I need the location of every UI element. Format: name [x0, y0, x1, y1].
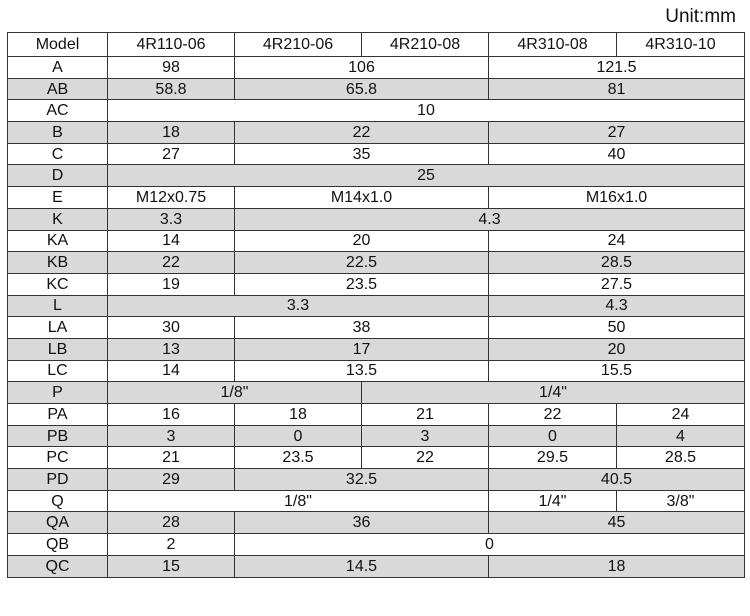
row-label: P [8, 382, 108, 404]
table-cell: 38 [235, 317, 489, 339]
table-row [8, 187, 745, 209]
row-label: KB [8, 252, 108, 274]
table-cell: 1/4" [489, 490, 617, 512]
table-cell: 27 [108, 143, 235, 165]
table-cell: 3 [108, 425, 235, 447]
table-cell: 32.5 [235, 469, 489, 491]
table-row [8, 143, 745, 165]
table-row [8, 295, 745, 317]
table-cell: 4.3 [235, 208, 745, 230]
row-label: PA [8, 404, 108, 426]
table-cell: 35 [235, 143, 489, 165]
table-cell: M14x1.0 [235, 187, 489, 209]
table-cell: 0 [235, 425, 362, 447]
column-header: 4R310-10 [617, 33, 745, 57]
table-row [8, 317, 745, 339]
table-cell: 14.5 [235, 555, 489, 577]
table-cell: 22 [235, 122, 489, 144]
table-cell: 18 [108, 122, 235, 144]
row-label: PB [8, 425, 108, 447]
row-label: AC [8, 100, 108, 122]
table-cell: 36 [235, 512, 489, 534]
row-label: D [8, 165, 108, 187]
table-cell: 22 [108, 252, 235, 274]
table-cell: 121.5 [489, 57, 745, 79]
table-cell: 0 [489, 425, 617, 447]
column-header: Model [8, 33, 108, 57]
table-cell: 17 [235, 338, 489, 360]
table-cell: 45 [489, 512, 745, 534]
column-header: 4R110-06 [108, 33, 235, 57]
table-row [8, 165, 745, 187]
table-row [8, 100, 745, 122]
table-cell: 40.5 [489, 469, 745, 491]
table-row [8, 425, 745, 447]
table-cell: 81 [489, 78, 745, 100]
table-cell: 0 [235, 534, 745, 556]
table-cell: 40 [489, 143, 745, 165]
row-label: LA [8, 317, 108, 339]
table-row [8, 469, 745, 491]
table-cell: 29 [108, 469, 235, 491]
table-cell: 3/8" [617, 490, 745, 512]
table-cell: 25 [108, 165, 745, 187]
table-cell: 10 [108, 100, 745, 122]
table-cell: 106 [235, 57, 489, 79]
table-cell: 14 [108, 230, 235, 252]
row-label: E [8, 187, 108, 209]
row-label: PC [8, 447, 108, 469]
row-label: K [8, 208, 108, 230]
table-row [8, 338, 745, 360]
table-cell: 28.5 [617, 447, 745, 469]
table-cell: 24 [617, 404, 745, 426]
table-row [8, 360, 745, 382]
table-cell: 2 [108, 534, 235, 556]
row-label: AB [8, 78, 108, 100]
row-label: L [8, 295, 108, 317]
row-label: PD [8, 469, 108, 491]
table-body [8, 33, 745, 578]
table-cell: 4 [617, 425, 745, 447]
table-cell: M16x1.0 [489, 187, 745, 209]
table-cell: 18 [235, 404, 362, 426]
row-label: Q [8, 490, 108, 512]
table-row [8, 78, 745, 100]
column-header: 4R210-08 [362, 33, 489, 57]
table-cell: 20 [489, 338, 745, 360]
table-cell: 27.5 [489, 273, 745, 295]
column-header: 4R310-08 [489, 33, 617, 57]
table-cell: 4.3 [489, 295, 745, 317]
row-label: LC [8, 360, 108, 382]
table-cell: 1/8" [108, 490, 489, 512]
table-row [8, 404, 745, 426]
table-row [8, 208, 745, 230]
row-label: C [8, 143, 108, 165]
table-cell: 16 [108, 404, 235, 426]
table-cell: 65.8 [235, 78, 489, 100]
table-row [8, 230, 745, 252]
table-cell: 14 [108, 360, 235, 382]
table-row [8, 252, 745, 274]
table-cell: 22 [489, 404, 617, 426]
table-cell: 23.5 [235, 447, 362, 469]
table-row [8, 447, 745, 469]
header-row [8, 33, 745, 57]
table-cell: 19 [108, 273, 235, 295]
table-cell: 98 [108, 57, 235, 79]
table-cell: 18 [489, 555, 745, 577]
table-cell: 1/8" [108, 382, 362, 404]
table-cell: 28.5 [489, 252, 745, 274]
table-row [8, 534, 745, 556]
column-header: 4R210-06 [235, 33, 362, 57]
table-cell: 20 [235, 230, 489, 252]
table-cell: 27 [489, 122, 745, 144]
table-cell: 3.3 [108, 295, 489, 317]
table-cell: 58.8 [108, 78, 235, 100]
table-cell: 13 [108, 338, 235, 360]
table-cell: 50 [489, 317, 745, 339]
table-row [8, 273, 745, 295]
table-cell: M12x0.75 [108, 187, 235, 209]
table-cell: 23.5 [235, 273, 489, 295]
table-cell: 21 [108, 447, 235, 469]
row-label: A [8, 57, 108, 79]
table-cell: 3.3 [108, 208, 235, 230]
table-cell: 22.5 [235, 252, 489, 274]
table-cell: 15.5 [489, 360, 745, 382]
table-cell: 13.5 [235, 360, 489, 382]
table-row [8, 57, 745, 79]
row-label: QA [8, 512, 108, 534]
table-cell: 3 [362, 425, 489, 447]
table-row [8, 512, 745, 534]
row-label: KA [8, 230, 108, 252]
table-cell: 28 [108, 512, 235, 534]
unit-label: Unit:mm [665, 6, 736, 27]
dimension-table [7, 32, 745, 578]
table-cell: 22 [362, 447, 489, 469]
row-label: LB [8, 338, 108, 360]
table-row [8, 555, 745, 577]
row-label: QB [8, 534, 108, 556]
table-row [8, 122, 745, 144]
table-cell: 29.5 [489, 447, 617, 469]
row-label: B [8, 122, 108, 144]
table-cell: 1/4" [362, 382, 745, 404]
table-row [8, 382, 745, 404]
table-cell: 15 [108, 555, 235, 577]
table-cell: 30 [108, 317, 235, 339]
table-row [8, 490, 745, 512]
row-label: QC [8, 555, 108, 577]
row-label: KC [8, 273, 108, 295]
table-cell: 21 [362, 404, 489, 426]
table-cell: 24 [489, 230, 745, 252]
